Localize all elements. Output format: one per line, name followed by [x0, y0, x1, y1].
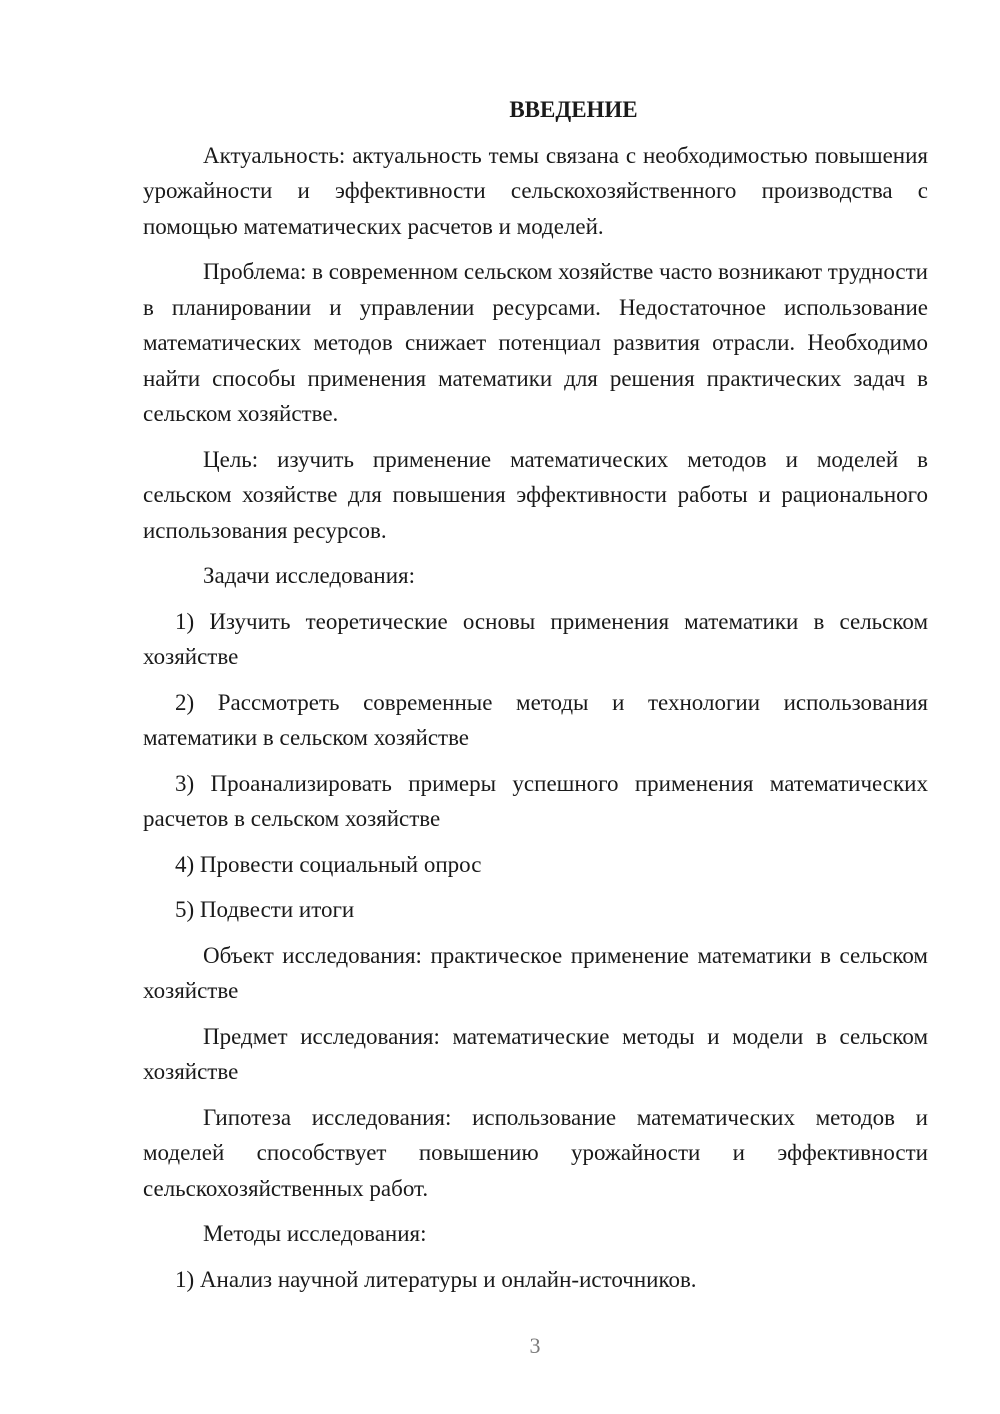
hypothesis-paragraph: Гипотеза исследования: использование математических методов и моделей способствует повышению урожайности и эффективности сельскохозяйственных работ.: [143, 1104, 928, 1201]
task-item-4: 4) Провести социальный опрос: [175, 851, 482, 877]
subject-paragraph: Предмет исследования: математические методы и модели в сельском хозяйстве: [143, 1023, 928, 1084]
page-number: 3: [529, 1333, 541, 1358]
task-item-5: 5) Подвести итоги: [175, 897, 355, 922]
object-paragraph: Объект исследования: практическое применение математики в сельском хозяйстве: [143, 942, 928, 1003]
method-item-1: 1) Анализ научной литературы и онлайн-источников.: [175, 1266, 697, 1292]
goal-paragraph: Цель: изучить применение математических методов и моделей в сельском хозяйстве для повышения эффективности работы и рационального использования ресурсов.: [143, 446, 928, 543]
relevance-paragraph: Актуальность: актуальность темы связана с необходимостью повышения урожайности и эффективности сельскохозяйственного производства с помощью математических расчетов и моделей.: [143, 142, 928, 239]
task-item-3: 3) Проанализировать примеры успешного применения математических расчетов в сельском хозяйстве: [143, 770, 928, 831]
text-column: [143, 92, 928, 1307]
section-heading: ВВЕДЕНИЕ: [509, 97, 638, 122]
task-item-2: 2) Рассмотреть современные методы и технологии использования математики в сельском хозяйстве: [143, 689, 928, 750]
tasks-label: Задачи исследования:: [203, 563, 416, 588]
problem-paragraph: Проблема: в современном сельском хозяйстве часто возникают трудности в планировании и управлении ресурсами. Недостаточное использование математических методов снижает потенциал развития отрасли. Необходимо найти способы применения математики для решения практических задач в сельском хозяйстве.: [143, 259, 928, 426]
methods-label: Методы исследования:: [203, 1221, 427, 1246]
task-item-1: 1) Изучить теоретические основы применения математики в сельском хозяйстве: [143, 608, 928, 669]
